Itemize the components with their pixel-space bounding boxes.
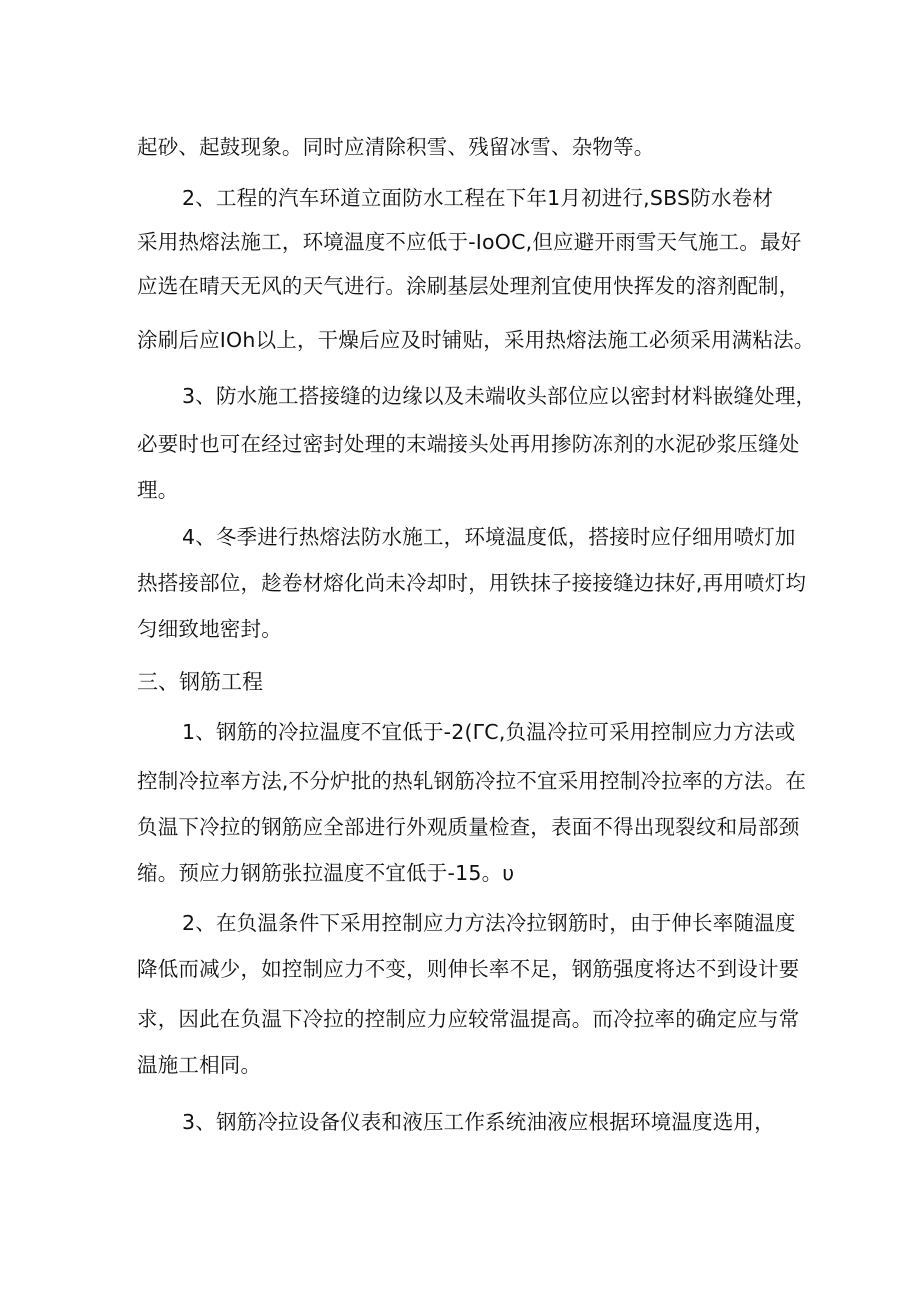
paragraph-line: 热搭接部位，趁卷材熔化尚未冷却时，用铁抹子接接缝边抹好,再用喷灯均: [137, 571, 807, 595]
paragraph-line: 降低而减少，如控制应力不变，则伸长率不足，钢筋强度将达不到设计要: [137, 957, 800, 981]
paragraph-line: 3、钢筋冷拉设备仪表和液压工作系统油液应根据环境温度选用，: [182, 1110, 775, 1134]
paragraph-line: 4、冬季进行热熔法防水施工，环境温度低，搭接时应仔细用喷灯加: [182, 525, 796, 549]
paragraph-line: 必要时也可在经过密封处理的末端接头处再用掺防冻剂的水泥砂浆压缝处: [137, 432, 800, 456]
paragraph-line: 匀细致地密封。: [137, 617, 282, 641]
paragraph-line: 起砂、起鼓现象。同时应清除积雪、残留冰雪、杂物等。: [137, 135, 655, 159]
paragraph-line: 3、防水施工搭接缝的边缘以及未端收头部位应以密封材料嵌缝处理，: [182, 384, 817, 408]
paragraph-line: 负温下冷拉的钢筋应全部进行外观质量检查，表面不得出现裂纹和局部颈: [137, 815, 800, 839]
paragraph-line: 控制冷拉率方法,不分炉批的热轧钢筋冷拉不宜采用控制冷拉率的方法。在: [137, 769, 807, 793]
paragraph-line: 2、在负温条件下采用控制应力方法冷拉钢筋时，由于伸长率随温度: [182, 911, 796, 935]
paragraph-line: 求，因此在负温下冷拉的控制应力应较常温提高。而冷拉率的确定应与常: [137, 1007, 800, 1031]
paragraph-line: 理。: [137, 478, 179, 502]
section-heading: 三、钢筋工程: [137, 670, 263, 694]
paragraph-line: 温施工相同。: [137, 1053, 262, 1077]
paragraph-line: 1、钢筋的冷拉温度不宜低于-2(ΓC,负温冷拉可采用控制应力方法或: [182, 720, 796, 744]
paragraph-line: 采用热熔法施工，环境温度不应低于-IoOC,但应避开雨雪天气施工。最好: [137, 230, 802, 254]
paragraph-line: 缩。预应力钢筋张拉温度不宜低于-15。υ: [137, 861, 515, 885]
paragraph-line: 2、工程的汽车环道立面防水工程在下年1月初进行,SBS防水卷材: [182, 186, 774, 210]
paragraph-line: 应选在晴天无风的天气进行。涂刷基层处理剂宜使用快挥发的溶剂配制，: [137, 274, 800, 298]
paragraph-line: 涂刷后应IOh以上，干燥后应及时铺贴，采用热熔法施工必须采用满粘法。: [137, 328, 815, 352]
